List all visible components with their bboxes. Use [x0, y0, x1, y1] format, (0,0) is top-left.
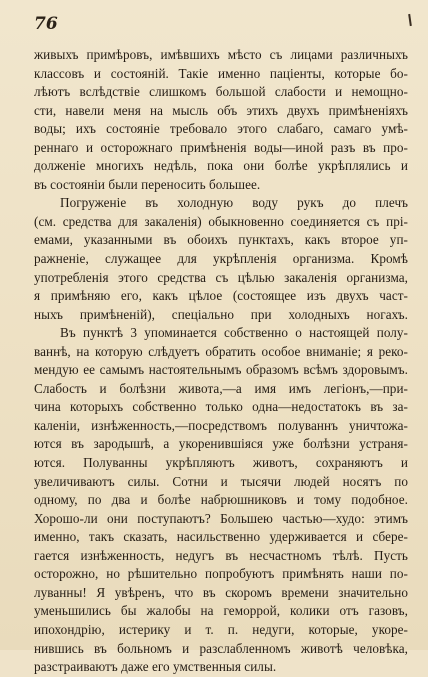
text-line: реннаго и осторожнаго примѣненія воды—иной разъ въ про-	[34, 139, 408, 155]
text-line: сти, навели меня на мысль объ этихъ двухъ примѣненіяхъ	[34, 102, 408, 118]
text-line: емами, указанными въ обоихъ пунктахъ, какъ второе уп-	[34, 232, 408, 248]
text-line: Въ пунктѣ 3 упоминается собственно о настоящей полу-	[60, 325, 408, 341]
text-line: долженіе многихъ недѣль, пока они болѣе укрѣплялись и	[34, 158, 408, 174]
text-line: ваннѣ, на которую слѣдуетъ обратить особое вниманіе; я реко-	[34, 343, 408, 359]
text-line: Погруженіе въ холодную воду рукъ до плечъ	[60, 195, 408, 211]
text-line: классовъ и состояній. Такіе именно паціенты, которые бо-	[34, 65, 408, 81]
text-line: уменьшились бы жалобы на геморрой, колики отъ газовъ,	[34, 603, 408, 619]
text-line: я примѣняю его, какъ цѣлое (состоящее изъ двухъ част-	[34, 288, 408, 304]
text-line: увеличиваютъ силы. Сотни и тысячи людей носятъ по	[34, 473, 408, 489]
text-line: одному, по два и болѣе набрюшниковъ и тому подобное.	[34, 492, 408, 508]
text-line: гается изнѣженность, недугъ въ несчастномъ тѣлѣ. Пусть	[34, 547, 408, 563]
text-line: ипохондрію, истерику и т. п. недуги, которые, укоре-	[34, 621, 408, 637]
page-text	[34, 46, 408, 677]
text-line: осторожно, но рѣшительно попробуютъ примѣнять наши по-	[34, 566, 408, 582]
text-line: ются въ зародышѣ, а укоренившіяся уже болѣзни устраня-	[34, 436, 408, 452]
page-number: 76	[34, 14, 58, 34]
text-line: лѣютъ вслѣдствіе слишкомъ большой слабости и немощно-	[34, 84, 408, 100]
text-line: употребленія этого средства съ цѣлью закаленія организма,	[34, 269, 408, 285]
text-line: чина которыхъ собственно только одна—недостатокъ въ за-	[34, 399, 408, 415]
text-line: воды; ихъ состояніе требовало этого слабаго, самаго умѣ-	[34, 121, 408, 137]
text-line: живыхъ примѣровъ, имѣвшихъ мѣсто съ лицами различныхъ	[34, 47, 408, 62]
text-line: (см. средства для закаленія) обыкновенно соединяется съ прі-	[34, 213, 408, 229]
text-line: ражненіе, служащее для укрѣпленія организма. Кромѣ	[34, 251, 408, 267]
text-line: Слабость и болѣзни живота,—а имя имъ легіонъ,—при-	[34, 380, 408, 396]
text-line: ныхъ примѣненій), спеціально при холодныхъ ногахъ.	[34, 306, 408, 322]
text-line: разстраиваютъ даже его умственныя силы.	[34, 659, 277, 675]
text-line: въ состояніи были переносить большее.	[34, 176, 261, 192]
text-line: луванны! Я увѣренъ, что въ скоромъ времени значительно	[34, 584, 408, 600]
text-line: мендую ее самымъ настоятельнымъ образомъ всѣмъ здоровымъ.	[34, 362, 408, 378]
text-line: ются. Полуванны укрѣпляютъ животъ, сохраняютъ и	[34, 455, 408, 471]
text-line: Хорошо-ли они поступаютъ? Большею частью—худо: этимъ	[34, 510, 408, 526]
text-line: нившись въ больномъ и разслабленномъ животѣ человѣка,	[34, 640, 408, 656]
text-line: каленіи, изнѣженность,—посредствомъ полуваннъ уничтожа-	[34, 417, 408, 433]
margin-mark	[408, 14, 412, 26]
text-line: именно, такъ сказать, насильственно удерживается и сберe-	[34, 529, 408, 545]
